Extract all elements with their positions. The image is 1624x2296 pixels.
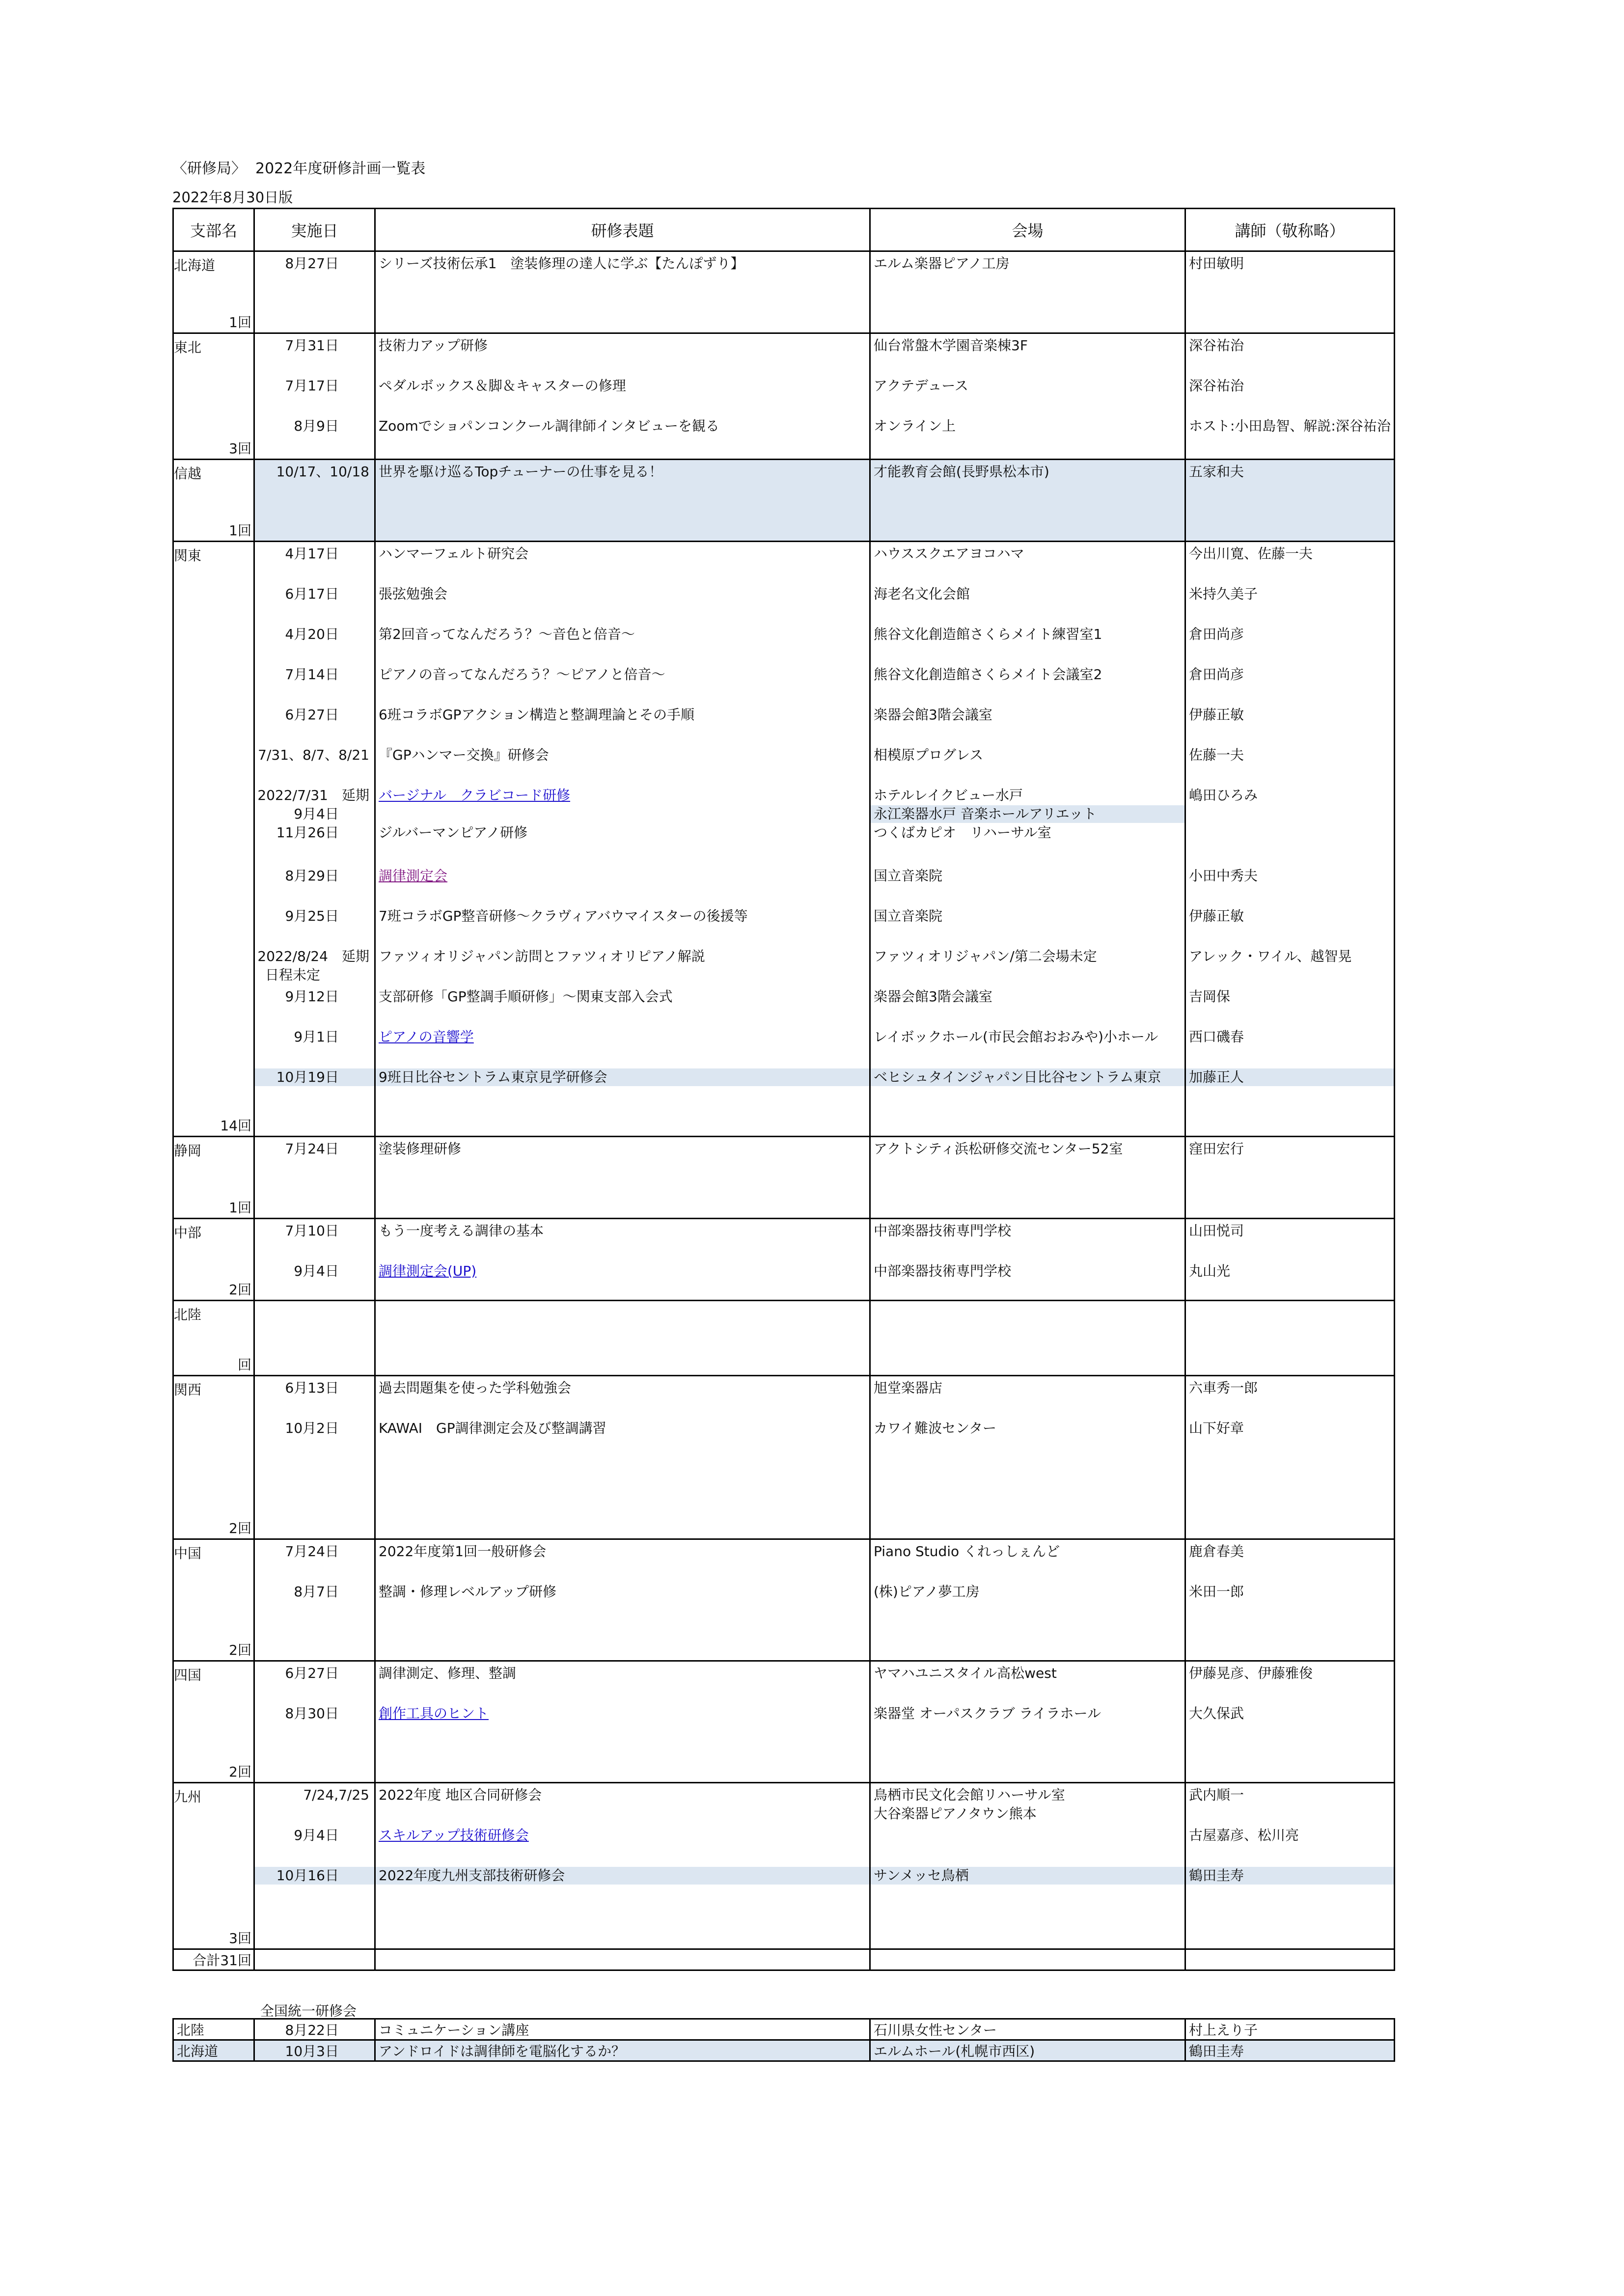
total-row [173, 1949, 1395, 1970]
row-title: 過去問題集を使った学科勉強会 [379, 1380, 572, 1396]
row-lecturer: 佐藤一夫 [1189, 747, 1244, 763]
training-plan-table [172, 208, 1395, 1950]
row-title: ペダルボックス＆脚＆キャスターの修理 [379, 378, 626, 394]
row-title: 2022年度九州支部技術研修会 [376, 1867, 869, 1885]
col-branch: 支部名 [173, 209, 254, 251]
branch-date-cell [254, 542, 375, 1137]
branch-lecturer-cell [1185, 333, 1395, 460]
total-empty-cell [1185, 1949, 1395, 1970]
row-lecturer: 倉田尚彦 [1189, 626, 1244, 642]
national-label: 全国統一研修会 [260, 2003, 357, 2019]
branch-name: 静岡 [174, 1143, 202, 1159]
branch-block [173, 1661, 1395, 1783]
row-date: 7月24日 [285, 1141, 339, 1157]
branch-name: 北陸 [174, 1307, 202, 1323]
row-venue: レイボックホール(市民会館おおみや)小ホール [874, 1029, 1158, 1045]
branch-date-cell [254, 460, 375, 542]
branch-venue-cell [870, 1376, 1185, 1539]
branch-count: 2回 [229, 1520, 251, 1536]
branch-lecturer-cell [1185, 1376, 1395, 1539]
branch-venue-cell [870, 1301, 1185, 1376]
row-lecturer: 伊藤正敏 [1189, 707, 1244, 723]
row-lecturer: 武内順一 [1189, 1787, 1244, 1803]
row-date: 10/17、10/18 [276, 464, 369, 480]
branch-block [173, 333, 1395, 460]
row-lecturer: 五家和夫 [1189, 464, 1244, 480]
row-title: 張弦勉強会 [379, 586, 448, 602]
branch-count: 1回 [229, 522, 251, 539]
branch-venue-cell [870, 1219, 1185, 1301]
row-title: 技術力アップ研修 [379, 337, 488, 354]
row-date: 7月17日 [285, 378, 339, 394]
row-lecturer: 伊藤正敏 [1189, 908, 1244, 924]
branch-name-cell [173, 1137, 254, 1219]
row-venue: 海老名文化会館 [874, 586, 970, 602]
row-lecturer: 小田中秀夫 [1189, 868, 1258, 884]
branch-name: 中部 [174, 1225, 202, 1241]
title-link[interactable]: 調律測定会(UP) [379, 1263, 477, 1279]
branch-venue-cell [870, 460, 1185, 542]
row-venue: 楽器堂 オーパスクラブ ライラホール [874, 1705, 1101, 1722]
row-venue: ベヒシュタインジャパン日比谷セントラム東京 [871, 1068, 1184, 1086]
branch-count: 1回 [229, 314, 251, 330]
branch-date-cell [254, 333, 375, 460]
branch-name-cell [173, 460, 254, 542]
row-title: 9班日比谷セントラム東京見学研修会 [376, 1068, 869, 1086]
branch-count: 2回 [229, 1764, 251, 1780]
branch-venue-cell [870, 251, 1185, 333]
row-title: 整調・修理レベルアップ研修 [379, 1584, 557, 1600]
branch-date-cell [254, 1301, 375, 1376]
row-date: 7月10日 [285, 1223, 339, 1239]
branch-block [173, 1783, 1395, 1949]
branch-name-cell [173, 1219, 254, 1301]
branch-name: 北海道 [174, 257, 216, 273]
row-title: ファツィオリジャパン訪問とファツィオリピアノ解説 [379, 948, 705, 964]
branch-venue-cell [870, 333, 1185, 460]
row-date: 4月20日 [285, 626, 339, 642]
row-lecturer: 吉岡保 [1189, 988, 1231, 1005]
row-date: 9月25日 [285, 908, 339, 924]
branch-name: 四国 [174, 1667, 202, 1683]
branch-name: 東北 [174, 339, 202, 355]
row-lecturer: 鹿倉春美 [1189, 1543, 1244, 1559]
branch-block [173, 460, 1395, 542]
national-title: アンドロイドは調律師を電脳化するか？ [375, 2040, 870, 2061]
branch-lecturer-cell [1185, 1219, 1395, 1301]
branch-date-cell [254, 251, 375, 333]
branch-block [173, 1301, 1395, 1376]
branch-name: 関西 [174, 1382, 202, 1398]
row-title: 調律測定、修理、整調 [379, 1665, 517, 1681]
national-date: 10月3日 [254, 2040, 375, 2061]
row-title: 7班コラボGP整音研修～クラヴィアバウマイスターの後援等 [379, 908, 748, 924]
branch-title-cell [375, 333, 870, 460]
row-lecturer: 古屋嘉彦、松川亮 [1189, 1827, 1299, 1843]
row-venue: 才能教育会館(長野県松本市) [874, 464, 1049, 480]
branch-date-cell [254, 1376, 375, 1539]
branch-date-cell [254, 1661, 375, 1783]
row-date: 8月30日 [285, 1705, 339, 1722]
row-title-extra: ジルバーマンピアノ研修 [379, 824, 528, 841]
row-lecturer: 深谷祐治 [1189, 378, 1244, 394]
col-title: 研修表題 [375, 209, 870, 251]
row-lecturer: 六車秀一郎 [1189, 1380, 1258, 1396]
national-lecturer: 村上えり子 [1185, 2019, 1395, 2040]
row-date: 7/24,7/25 [303, 1787, 369, 1803]
doc-version: 2022年8月30日版 [172, 189, 293, 206]
row-date: 9月1日 [294, 1029, 339, 1045]
branch-count: 14回 [220, 1118, 251, 1134]
row-venue: ファツィオリジャパン/第二会場未定 [874, 948, 1097, 964]
branch-title-cell [375, 460, 870, 542]
row-lecturer: 山下好章 [1189, 1420, 1244, 1436]
row-title: 『GPハンマー交換』研修会 [379, 747, 549, 763]
branch-lecturer-cell [1185, 542, 1395, 1137]
national-lecturer: 鶴田圭寿 [1185, 2040, 1395, 2061]
branch-name-cell [173, 1783, 254, 1949]
national-table [172, 2018, 1395, 2062]
row-title: 塗装修理研修 [379, 1141, 462, 1157]
national-branch: 北海道 [173, 2040, 254, 2061]
row-lecturer: 深谷祐治 [1189, 337, 1244, 354]
row-lecturer: 山田悦司 [1189, 1223, 1244, 1239]
branch-lecturer-cell [1185, 1301, 1395, 1376]
branch-lecturer-cell [1185, 460, 1395, 542]
row-venue: 熊谷文化創造館さくらメイト会議室2 [874, 666, 1102, 683]
branch-title-cell [375, 1137, 870, 1219]
row-date: 7月14日 [285, 666, 339, 683]
doc-title: 2022年度研修計画一覧表 [255, 160, 426, 177]
branch-name-cell [173, 251, 254, 333]
row-title: 2022年度第1回一般研修会 [379, 1543, 547, 1559]
row-lecturer: 今出川寛、佐藤一夫 [1189, 546, 1313, 562]
branch-block [173, 542, 1395, 1137]
row-date: 10月2日 [285, 1420, 339, 1436]
national-date: 8月22日 [254, 2019, 375, 2040]
branch-title-cell [375, 1219, 870, 1301]
row-title: 6班コラボGPアクション構造と整調理論とその手順 [379, 707, 694, 723]
title-link[interactable]: ピアノの音響学 [379, 1029, 474, 1045]
row-lecturer: アレック・ワイル、越智晃 [1189, 948, 1352, 964]
row-venue-extra: 永江楽器水戸 音楽ホールアリエット [871, 805, 1184, 823]
row-date-extra: 9月4日 [294, 806, 339, 822]
row-venue: 旭堂楽器店 [874, 1380, 943, 1396]
row-title: ピアノの音ってなんだろう？～ピアノと倍音～ [379, 666, 665, 683]
row-date: 8月29日 [285, 868, 339, 884]
row-date: 6月27日 [285, 1665, 339, 1681]
branch-title-cell [375, 1783, 870, 1949]
row-lecturer: 丸山光 [1189, 1263, 1231, 1279]
row-date: 6月17日 [285, 586, 339, 602]
row-venue: 仙台常盤木学園音楽棟3F [874, 337, 1028, 354]
row-date: 8月7日 [294, 1584, 339, 1600]
doc-bureau: 〈研修局〉 [172, 160, 246, 177]
branch-name-cell [173, 542, 254, 1137]
branch-name-cell [173, 1376, 254, 1539]
national-venue: エルムホール(札幌市西区) [870, 2040, 1185, 2061]
national-row [173, 2040, 1395, 2061]
row-venue: 楽器会館3階会議室 [874, 988, 992, 1005]
row-lecturer: ホスト:小田島智、解説:深谷祐治 [1189, 418, 1391, 434]
row-date: 9月4日 [294, 1263, 339, 1279]
row-date: 7月31日 [285, 337, 339, 354]
national-venue: 石川県女性センター [870, 2019, 1185, 2040]
row-venue: 国立音楽院 [874, 908, 943, 924]
row-title: 2022年度 地区合同研修会 [379, 1787, 542, 1803]
row-venue: (株)ピアノ夢工房 [874, 1584, 980, 1600]
branch-title-cell [375, 1661, 870, 1783]
branch-block [173, 1539, 1395, 1661]
branch-name: 中国 [174, 1545, 202, 1561]
row-title: もう一度考える調律の基本 [379, 1223, 544, 1239]
branch-name-cell [173, 1301, 254, 1376]
row-date: 10月19日 [255, 1068, 374, 1086]
national-title: コミュニケーション講座 [375, 2019, 870, 2040]
row-date: 6月27日 [285, 707, 339, 723]
row-venue: 中部楽器技術専門学校 [874, 1263, 1012, 1279]
row-title: 支部研修「GP整調手順研修」～関東支部入会式 [379, 988, 673, 1005]
branch-venue-cell [870, 1539, 1185, 1661]
row-venue: ハウススクエアヨコハマ [874, 546, 1024, 562]
branch-venue-cell [870, 542, 1185, 1137]
total-empty-cell [375, 1949, 870, 1970]
row-date: 6月13日 [285, 1380, 339, 1396]
row-venue: 熊谷文化創造館さくらメイト練習室1 [874, 626, 1102, 642]
title-link[interactable]: 創作工具のヒント [379, 1705, 489, 1722]
branch-lecturer-cell [1185, 1137, 1395, 1219]
total-label: 合計31回 [173, 1949, 254, 1970]
row-title: Zoomでショパンコンクール調律師インタビューを観る [379, 418, 719, 434]
title-link[interactable]: スキルアップ技術研修会 [379, 1827, 529, 1843]
branch-block [173, 1137, 1395, 1219]
branch-title-cell [375, 1376, 870, 1539]
row-venue: ヤマハユニスタイル高松west [874, 1665, 1057, 1681]
row-date: 8月9日 [294, 418, 339, 434]
row-venue: Piano Studio くれっしぇんど [874, 1543, 1060, 1559]
branch-lecturer-cell [1185, 251, 1395, 333]
title-link[interactable]: 調律測定会 [379, 868, 448, 884]
branch-count: 3回 [229, 1930, 251, 1946]
branch-title-cell [375, 542, 870, 1137]
row-venue: 相模原プログレス [874, 747, 984, 763]
row-venue: アクトシティ浜松研修交流センター52室 [874, 1141, 1123, 1157]
row-date-extra: 11月26日 [276, 824, 339, 841]
row-title: シリーズ技術伝承1 塗装修理の達人に学ぶ【たんぽずり】 [379, 255, 744, 272]
row-date: 4月17日 [285, 546, 339, 562]
row-lecturer: 伊藤晃彦、伊藤雅俊 [1189, 1665, 1313, 1681]
row-date: 2022/7/31 延期 [257, 787, 369, 803]
col-date: 実施日 [254, 209, 375, 251]
branch-count: 回 [237, 1357, 251, 1373]
row-lecturer: 米田一郎 [1189, 1584, 1244, 1600]
branch-venue-cell [870, 1137, 1185, 1219]
col-lecturer: 講師（敬称略） [1185, 209, 1395, 251]
row-lecturer: 鶴田圭寿 [1186, 1867, 1394, 1885]
row-lecturer: 窪田宏行 [1189, 1141, 1244, 1157]
branch-name-cell [173, 333, 254, 460]
row-lecturer: 村田敏明 [1189, 255, 1244, 272]
row-venue: オンライン上 [874, 418, 956, 434]
branch-date-cell [254, 1539, 375, 1661]
col-venue: 会場 [870, 209, 1185, 251]
row-venue: 国立音楽院 [874, 868, 943, 884]
branch-count: 2回 [229, 1282, 251, 1298]
branch-block [173, 1376, 1395, 1539]
row-title: ハンマーフェルト研究会 [379, 546, 529, 562]
row-venue: アクテデュース [874, 378, 968, 394]
row-lecturer: 米持久美子 [1189, 586, 1258, 602]
branch-venue-cell [870, 1783, 1185, 1949]
row-venue: 鳥栖市民文化会館リハーサル室 [874, 1787, 1065, 1803]
row-lecturer: 西口磯春 [1189, 1029, 1244, 1045]
branch-name-cell [173, 1661, 254, 1783]
row-lecturer: 倉田尚彦 [1189, 666, 1244, 683]
branch-name-cell [173, 1539, 254, 1661]
row-date: 2022/8/24 延期 [257, 948, 369, 964]
row-venue: 中部楽器技術専門学校 [874, 1223, 1012, 1239]
row-date-extra: 日程未定 [265, 967, 320, 983]
total-empty-cell [254, 1949, 375, 1970]
row-date: 8月27日 [285, 255, 339, 272]
branch-name: 関東 [174, 547, 202, 564]
row-venue-extra: つくばカピオ リハーサル室 [874, 824, 1051, 841]
row-lecturer: 加藤正人 [1186, 1068, 1394, 1086]
row-venue [871, 1827, 1184, 1844]
row-title: KAWAI GP調律測定会及び整調講習 [379, 1420, 606, 1436]
branch-lecturer-cell [1185, 1661, 1395, 1783]
national-branch: 北陸 [173, 2019, 254, 2040]
row-title: 第2回音ってなんだろう？～音色と倍音～ [379, 626, 635, 642]
header-row [173, 209, 1395, 251]
branch-name: 信越 [174, 465, 202, 482]
branch-title-cell [375, 251, 870, 333]
row-lecturer: 大久保武 [1189, 1705, 1244, 1722]
total-empty-cell [870, 1949, 1185, 1970]
total-table [172, 1948, 1395, 1971]
branch-count: 1回 [229, 1200, 251, 1216]
row-venue: カワイ難波センター [874, 1420, 997, 1436]
row-venue: ホテルレイクビュー水戸 [874, 787, 1023, 803]
branch-date-cell [254, 1783, 375, 1949]
national-row [173, 2019, 1395, 2040]
row-venue: サンメッセ鳥栖 [871, 1867, 1184, 1885]
row-date: 9月4日 [294, 1827, 339, 1843]
branch-lecturer-cell [1185, 1783, 1395, 1949]
row-date: 10月16日 [255, 1867, 374, 1885]
row-venue: 楽器会館3階会議室 [874, 707, 992, 723]
row-venue: エルム楽器ピアノ工房 [874, 255, 1010, 272]
branch-title-cell [375, 1539, 870, 1661]
row-date: 7/31、8/7、8/21 [258, 747, 369, 763]
branch-count: 3回 [229, 440, 251, 457]
branch-block [173, 251, 1395, 333]
row-date: 9月12日 [285, 988, 339, 1005]
branch-title-cell [375, 1301, 870, 1376]
branch-name: 九州 [174, 1789, 202, 1805]
branch-date-cell [254, 1219, 375, 1301]
row-lecturer: 嶋田ひろみ [1189, 787, 1258, 803]
row-venue-extra: 大谷楽器ピアノタウン熊本 [874, 1805, 1037, 1822]
branch-venue-cell [870, 1661, 1185, 1783]
title-link[interactable]: バージナル クラビコード研修 [379, 787, 571, 803]
branch-lecturer-cell [1185, 1539, 1395, 1661]
row-title: 世界を駆け巡るTopチューナーの仕事を見る！ [379, 464, 663, 480]
branch-count: 2回 [229, 1642, 251, 1658]
branch-date-cell [254, 1137, 375, 1219]
row-date: 7月24日 [285, 1543, 339, 1559]
branch-block [173, 1219, 1395, 1301]
